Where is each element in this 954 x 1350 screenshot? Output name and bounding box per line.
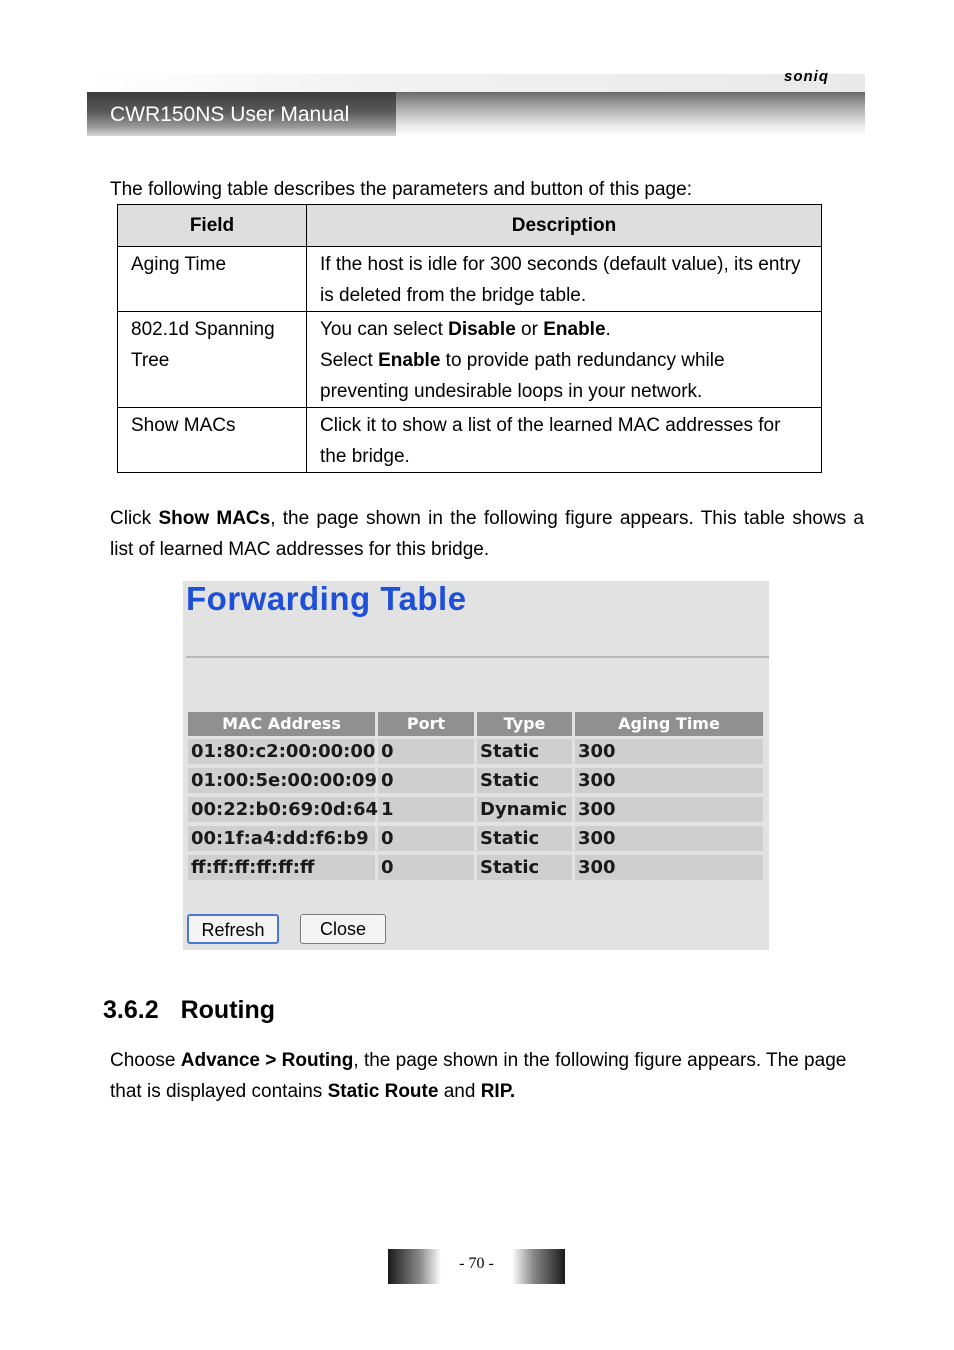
para-bold: RIP. bbox=[480, 1081, 516, 1102]
desc-bold: Enable bbox=[378, 350, 441, 371]
type-cell: Static bbox=[477, 768, 572, 793]
field-cell bbox=[118, 312, 307, 408]
port-cell: 1 bbox=[378, 797, 474, 822]
parameter-table bbox=[117, 204, 822, 473]
description-cell: Click it to show a list of the learned MAC addresses for the bridge. bbox=[307, 408, 822, 473]
description-cell bbox=[307, 312, 822, 408]
routing-paragraph bbox=[110, 1045, 870, 1107]
header-field: Field bbox=[118, 205, 307, 247]
aging-time-cell: 300 bbox=[575, 826, 763, 851]
port-cell: 0 bbox=[378, 739, 474, 764]
aging-time-cell: 300 bbox=[575, 797, 763, 822]
mac-address-cell: 01:00:5e:00:00:09 bbox=[188, 768, 375, 793]
para-text: , the page shown in the following figure appears. This table shows a list of learned MAC addresses for this bridge. bbox=[110, 508, 865, 560]
col-mac-address: MAC Address bbox=[188, 712, 375, 736]
aging-time-cell: 300 bbox=[575, 768, 763, 793]
refresh-button[interactable]: Refresh bbox=[187, 914, 279, 944]
desc-text: . bbox=[605, 319, 611, 340]
field-text: 802.1d Spanning Tree bbox=[131, 319, 275, 371]
page-number: - 70 - bbox=[459, 1255, 494, 1272]
desc-text: to provide path redundancy while preventing undesirable loops in your network. bbox=[320, 350, 725, 402]
para-text: Choose bbox=[110, 1050, 181, 1071]
desc-text: Select bbox=[320, 350, 379, 371]
manual-title: CWR150NS User Manual bbox=[110, 103, 350, 126]
col-port: Port bbox=[378, 712, 474, 736]
header-description: Description bbox=[307, 205, 822, 247]
type-cell: Dynamic bbox=[477, 797, 572, 822]
para-text: , the page shown in the following figure appears. The page that is displayed contains bbox=[110, 1050, 847, 1102]
description-cell: If the host is idle for 300 seconds (default value), its entry is deleted from the bridge table. bbox=[307, 247, 822, 312]
header-shade bbox=[87, 74, 865, 92]
mac-address-cell: 00:1f:a4:dd:f6:b9 bbox=[188, 826, 375, 851]
aging-time-cell: 300 bbox=[575, 855, 763, 880]
port-cell: 0 bbox=[378, 855, 474, 880]
brand-logo: soniq bbox=[784, 68, 829, 85]
port-cell: 0 bbox=[378, 768, 474, 793]
mac-address-cell: 01:80:c2:00:00:00 bbox=[188, 739, 375, 764]
table-row bbox=[118, 312, 822, 408]
type-cell: Static bbox=[477, 826, 572, 851]
forwarding-table-screenshot bbox=[183, 581, 769, 950]
mac-address-cell: ff:ff:ff:ff:ff:ff bbox=[188, 855, 375, 880]
section-title: Routing bbox=[180, 996, 276, 1024]
desc-bold: Enable bbox=[543, 319, 606, 340]
para-bold: Static Route bbox=[327, 1081, 439, 1102]
section-heading bbox=[103, 996, 275, 1025]
para-text: and bbox=[438, 1081, 481, 1102]
desc-text: or bbox=[515, 319, 544, 340]
port-cell: 0 bbox=[378, 826, 474, 851]
para-bold: Advance > Routing bbox=[180, 1050, 354, 1071]
desc-text: You can select bbox=[320, 319, 449, 340]
col-aging-time: Aging Time bbox=[575, 712, 763, 736]
desc-bold: Disable bbox=[448, 319, 516, 340]
aging-time-cell: 300 bbox=[575, 739, 763, 764]
field-cell: Aging Time bbox=[118, 247, 307, 312]
type-cell: Static bbox=[477, 855, 572, 880]
table-row bbox=[118, 408, 822, 473]
field-cell: Show MACs bbox=[118, 408, 307, 473]
type-cell: Static bbox=[477, 739, 572, 764]
intro-text: The following table describes the parameters and button of this page: bbox=[110, 179, 692, 200]
close-button[interactable]: Close bbox=[300, 914, 386, 944]
para-bold: Show MACs bbox=[158, 508, 271, 529]
show-macs-paragraph bbox=[110, 503, 864, 565]
para-text: Click bbox=[110, 508, 159, 529]
section-number: 3.6.2 bbox=[103, 996, 159, 1024]
mac-address-cell: 00:22:b0:69:0d:64 bbox=[188, 797, 375, 822]
col-type: Type bbox=[477, 712, 572, 736]
title-divider bbox=[186, 656, 769, 658]
table-header-row bbox=[118, 205, 822, 247]
forwarding-table-title: Forwarding Table bbox=[186, 580, 467, 617]
table-row bbox=[118, 247, 822, 312]
